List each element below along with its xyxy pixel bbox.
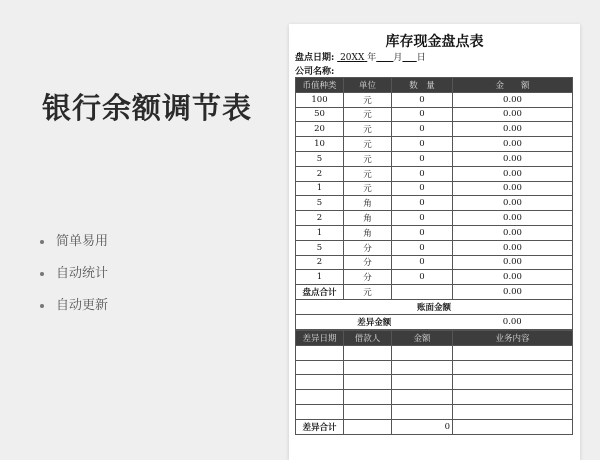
cell-unit: 元: [344, 107, 392, 122]
table-row: [296, 240, 573, 255]
empty-cell: [296, 390, 344, 405]
cell-unit: 角: [344, 211, 392, 226]
cell-denom: 50: [296, 107, 344, 122]
table-row: [296, 92, 573, 107]
cell-denom: 2: [296, 211, 344, 226]
page-headline: 银行余额调节表: [42, 91, 253, 125]
date-year-value: 20XX: [340, 53, 365, 63]
empty-cell: [453, 390, 573, 405]
cash-rows: [296, 92, 573, 284]
col-header: 业务内容: [453, 331, 573, 346]
cell-qty: 0: [392, 240, 453, 255]
feature-item: 简单易用: [40, 232, 108, 264]
cell-unit: 元: [344, 181, 392, 196]
book-row: [296, 299, 573, 314]
cell-qty: 0: [392, 137, 453, 152]
table-row: [296, 360, 573, 375]
cell-denom: 5: [296, 240, 344, 255]
cell-qty: 0: [392, 122, 453, 137]
bullet-icon: [40, 272, 44, 276]
cell-denom: 2: [296, 255, 344, 270]
book-label: 账面金额: [296, 299, 573, 314]
cell-amount: 0.00: [453, 255, 573, 270]
cell-denom: 1: [296, 181, 344, 196]
table-row: [296, 107, 573, 122]
cell-amount: 0.00: [453, 166, 573, 181]
cell-amount: 0.00: [453, 137, 573, 152]
table-row: [296, 166, 573, 181]
empty-cell: [392, 360, 453, 375]
cell-unit: 元: [344, 92, 392, 107]
table-row: [296, 122, 573, 137]
cash-count-table: [295, 77, 573, 330]
total-label: 盘点合计: [296, 285, 344, 300]
col-header: 金额: [392, 331, 453, 346]
cell-denom: 1: [296, 225, 344, 240]
empty-cell: [453, 404, 573, 419]
cell-denom: 1: [296, 270, 344, 285]
cell-qty: 0: [392, 92, 453, 107]
cell-unit: 元: [344, 137, 392, 152]
empty-cell: [344, 375, 392, 390]
bullet-icon: [40, 240, 44, 244]
cell-qty: 0: [392, 225, 453, 240]
diff-total-value: 0: [392, 419, 453, 434]
cell-denom: 10: [296, 137, 344, 152]
cell-amount: 0.00: [453, 196, 573, 211]
col-header: 借款人: [344, 331, 392, 346]
cell-qty: 0: [392, 151, 453, 166]
cell-amount: 0.00: [453, 270, 573, 285]
total-amount: 0.00: [453, 285, 573, 300]
cell-unit: 分: [344, 270, 392, 285]
col-header: 币值种类: [296, 78, 344, 93]
empty-cell: [296, 345, 344, 360]
empty-cell: [296, 360, 344, 375]
difference-rows: [296, 345, 573, 419]
cell-unit: 元: [344, 166, 392, 181]
diff-label: 差异金额: [296, 314, 453, 329]
feature-item: 自动更新: [40, 296, 108, 328]
empty-cell: [296, 375, 344, 390]
table-row: [296, 375, 573, 390]
cell-amount: 0.00: [453, 151, 573, 166]
table-row: [296, 390, 573, 405]
cell-denom: 20: [296, 122, 344, 137]
total-unit: 元: [344, 285, 392, 300]
cell-unit: 元: [344, 122, 392, 137]
col-header: 差异日期: [296, 331, 344, 346]
empty-cell: [392, 345, 453, 360]
table-row: [296, 404, 573, 419]
cell-qty: 0: [392, 211, 453, 226]
table-row: [296, 255, 573, 270]
cell-amount: 0.00: [453, 225, 573, 240]
empty-cell: [453, 345, 573, 360]
bullet-icon: [40, 304, 44, 308]
cell-unit: 分: [344, 240, 392, 255]
cell-qty: 0: [392, 270, 453, 285]
cell-unit: 元: [344, 151, 392, 166]
cell-qty: 0: [392, 166, 453, 181]
diff-total-row: [296, 419, 573, 434]
empty-cell: [296, 404, 344, 419]
empty-cell: [453, 375, 573, 390]
col-header: 数 量: [392, 78, 453, 93]
empty-cell: [392, 390, 453, 405]
cell-qty: 0: [392, 181, 453, 196]
cell-amount: 0.00: [453, 211, 573, 226]
table-row: [296, 151, 573, 166]
col-header: 单位: [344, 78, 392, 93]
cell-denom: 5: [296, 151, 344, 166]
feature-list: [40, 232, 108, 328]
cell-qty: 0: [392, 107, 453, 122]
empty-cell: [392, 404, 453, 419]
table-row: [296, 181, 573, 196]
table-header-row: [296, 331, 573, 346]
empty-cell: [453, 360, 573, 375]
table-header-row: [296, 78, 573, 93]
cell-denom: 100: [296, 92, 344, 107]
cell-amount: 0.00: [453, 107, 573, 122]
empty-cell: [344, 360, 392, 375]
company-line: 公司名称:: [295, 67, 335, 77]
difference-table: [295, 330, 573, 435]
cell-unit: 分: [344, 255, 392, 270]
table-row: [296, 196, 573, 211]
table-row: [296, 225, 573, 240]
table-row: [296, 345, 573, 360]
diff-amount: 0.00: [453, 314, 573, 329]
cell-denom: 5: [296, 196, 344, 211]
date-line: 盘点日期: 20XX 年 月 日: [295, 53, 426, 63]
sheet-title: 库存现金盘点表: [385, 34, 484, 50]
col-header: 金 额: [453, 78, 573, 93]
diff-total-label: 差异合计: [296, 419, 344, 434]
diff-row: [296, 314, 573, 329]
cell-amount: 0.00: [453, 92, 573, 107]
cell-unit: 角: [344, 196, 392, 211]
cell-qty: 0: [392, 255, 453, 270]
cell-amount: 0.00: [453, 240, 573, 255]
cell-amount: 0.00: [453, 122, 573, 137]
cell-denom: 2: [296, 166, 344, 181]
spreadsheet-preview: [289, 24, 580, 460]
empty-cell: [392, 375, 453, 390]
table-row: [296, 211, 573, 226]
cell-amount: 0.00: [453, 181, 573, 196]
table-row: [296, 270, 573, 285]
table-row: [296, 137, 573, 152]
empty-cell: [344, 404, 392, 419]
total-row: [296, 285, 573, 300]
empty-cell: [344, 390, 392, 405]
cell-qty: 0: [392, 196, 453, 211]
empty-cell: [344, 345, 392, 360]
cell-unit: 角: [344, 225, 392, 240]
feature-item: 自动统计: [40, 264, 108, 296]
